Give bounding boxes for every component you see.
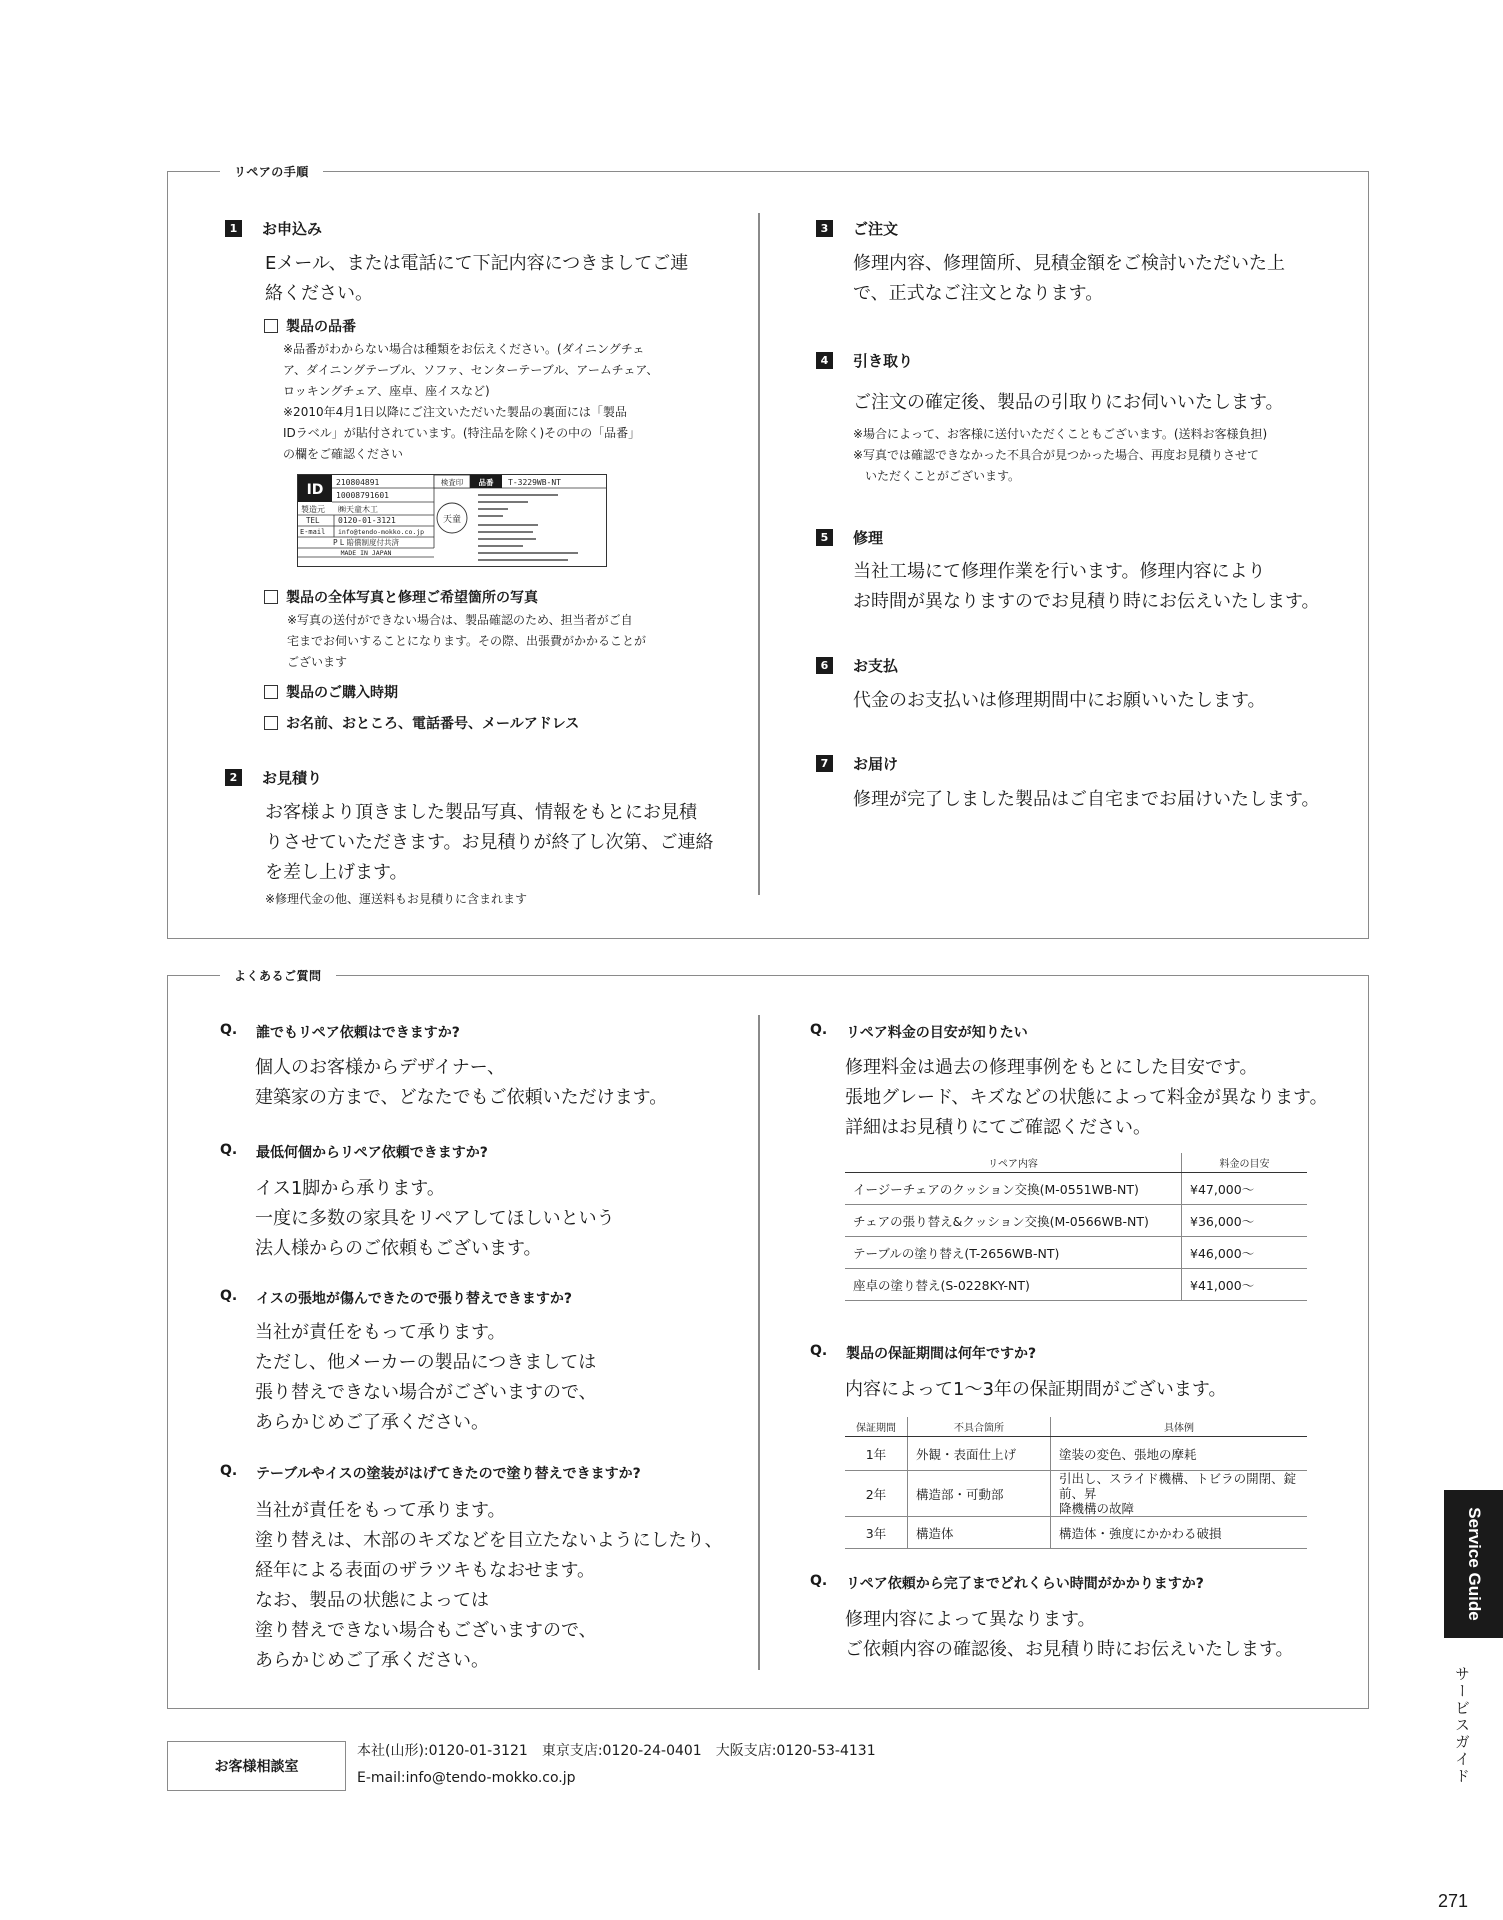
table-cell: 3年 <box>845 1517 908 1549</box>
q-mark: Q. <box>810 1343 828 1359</box>
step-2-note: ※修理代金の他、運送料もお見積りに含まれます <box>265 892 528 906</box>
warranty-header-example: 具体例 <box>1051 1417 1308 1437</box>
id-maker-key: 製造元 <box>301 505 325 514</box>
customer-service-label: お客様相談室 <box>167 1741 346 1791</box>
table-cell: ¥47,000〜 <box>1182 1173 1308 1205</box>
price-header-content: リペア内容 <box>845 1153 1182 1173</box>
checklist-note: ※写真の送付ができない場合は、製品確認のため、担当者がご自 宅までお伺いすることになります。その際、出張費がかかることが ございます <box>287 613 647 669</box>
step-2-body: お客様より頂きました製品写真、情報をもとにお見積 りさせていただきます。お見積りが終了し次第、ご連絡 を差し上げます。 <box>265 802 714 883</box>
table-cell: 外観・表面仕上げ <box>908 1437 1051 1471</box>
question-text: イスの張地が傷んできたので張り替えできますか? <box>256 1291 572 1307</box>
id-email-key: E-mail <box>300 528 326 536</box>
checkbox-icon <box>264 685 278 699</box>
table-cell: 座卓の塗り替え(S-0228KY-NT) <box>845 1269 1182 1301</box>
id-email: info@tendo-mokko.co.jp <box>338 528 425 536</box>
warranty-header-period: 保証期間 <box>845 1417 908 1437</box>
id-pl: P L 賠償制度付共済 <box>333 538 399 547</box>
question-text: 誰でもリペア依頼はできますか? <box>256 1025 460 1041</box>
checklist-label: お名前、おところ、電話番号、メールアドレス <box>286 716 580 732</box>
step-number: 5 <box>816 529 833 546</box>
contact-email: E-mail:info@tendo-mokko.co.jp <box>357 1770 576 1786</box>
step-title: 引き取り <box>853 352 914 370</box>
id-inspect: 検査印 <box>440 478 464 487</box>
table-cell: 2年 <box>845 1471 908 1517</box>
q-mark: Q. <box>220 1463 238 1479</box>
question-text: テーブルやイスの塗装がはげてきたので塗り替えできますか? <box>256 1466 641 1482</box>
step-4-note: ※場合によって、お客様に送付いただくこともございます。(送料お客様負担) ※写真では確認できなかった不具合が見つかった場合、再度お見積りさせて いただくことがございます。 <box>853 427 1268 483</box>
step-2-heading <box>225 767 322 788</box>
faq-question <box>810 1343 1036 1363</box>
checkbox-icon <box>264 716 278 730</box>
table-row <box>845 1437 1307 1471</box>
step-title: お届け <box>853 755 899 773</box>
question-text: リペア料金の目安が知りたい <box>846 1025 1028 1041</box>
table-cell: 構造体 <box>908 1517 1051 1549</box>
table-row <box>845 1269 1307 1301</box>
id-serial-1: 210804891 <box>336 478 380 487</box>
step-3-heading <box>816 218 898 239</box>
faq-question <box>220 1142 488 1162</box>
price-header-price: 料金の目安 <box>1182 1153 1308 1173</box>
id-tel: 0120-01-3121 <box>338 516 396 525</box>
faq-question <box>220 1022 460 1042</box>
q-mark: Q. <box>220 1022 238 1038</box>
table-cell: ¥36,000〜 <box>1182 1205 1308 1237</box>
id-tel-key: TEL <box>306 516 320 525</box>
faq-answer: 内容によって1〜3年の保証期間がございます。 <box>845 1379 1227 1400</box>
repair-box-title: リペアの手順 <box>220 163 323 180</box>
table-cell: イージーチェアのクッション交換(M-0551WB-NT) <box>853 1181 1139 1197</box>
step-number: 3 <box>816 220 833 237</box>
service-guide-tab-label: Service Guide <box>1464 1507 1484 1621</box>
table-row <box>845 1205 1307 1237</box>
step-5-heading <box>816 527 883 548</box>
table-cell: チェアの張り替え&クッション交換(M-0566WB-NT) <box>845 1205 1182 1237</box>
step-7-heading <box>816 753 898 774</box>
faq-answer: 個人のお客様からデザイナー、 建築家の方まで、どなたでもご依頼いただけます。 <box>255 1057 668 1108</box>
faq-question <box>220 1463 641 1483</box>
contact-phones: 本社(山形):0120-01-3121 東京支店:0120-24-0401 大阪支店:0120-53-4131 <box>357 1743 876 1759</box>
faq-question <box>810 1573 1204 1593</box>
question-text: 最低何個からリペア依頼できますか? <box>256 1145 488 1161</box>
step-title: ご注文 <box>853 220 899 238</box>
q-mark: Q. <box>220 1288 238 1304</box>
price-table <box>845 1153 1307 1301</box>
q-mark: Q. <box>220 1142 238 1158</box>
faq-divider <box>758 1015 760 1670</box>
table-cell: 1年 <box>865 1446 887 1462</box>
checklist-note: ※品番がわからない場合は種類をお伝えください。(ダイニングチェ ア、ダイニングテーブル、ソファ、センターテーブル、アームチェア、 ロッキングチェア、座卓、座イスなど) ※2010年4月1日以降にご注文いただいた製品の裏面には「製品 IDラベル」が貼付されています。(特注品を除く)その中の「品番」 の欄をご確認ください <box>283 342 659 461</box>
step-title: お申込み <box>262 220 323 238</box>
table-cell: 構造体・強度にかかわる破損 <box>1051 1517 1308 1549</box>
checklist-label: 製品の全体写真と修理ご希望箇所の写真 <box>286 590 538 606</box>
checklist-label: 製品の品番 <box>286 319 356 335</box>
service-guide-vertical-label: サービスガイド <box>1453 1666 1471 1785</box>
id-stamp: 天童 <box>442 515 462 525</box>
id-serial-2: 10008791601 <box>336 491 389 500</box>
id-hinban: 品番 <box>478 478 494 487</box>
faq-box-title: よくあるご質問 <box>220 967 336 984</box>
product-id-label-image <box>297 474 607 567</box>
id-made: MADE IN JAPAN <box>340 549 392 557</box>
faq-question <box>810 1022 1028 1042</box>
id-maker: ㈱天童木工 <box>338 505 378 514</box>
table-cell: 塗装の変色、張地の摩耗 <box>1051 1437 1308 1471</box>
step-number: 6 <box>816 657 833 674</box>
id-mark: ID <box>306 482 324 498</box>
checklist-item-purchase-date <box>264 682 398 702</box>
checklist-label: 製品のご購入時期 <box>286 685 398 701</box>
table-row <box>845 1471 1307 1517</box>
table-row <box>845 1173 1307 1205</box>
warranty-table <box>845 1417 1307 1549</box>
step-number: 1 <box>225 220 242 237</box>
step-number: 7 <box>816 755 833 772</box>
q-mark: Q. <box>810 1573 828 1589</box>
step-number: 2 <box>225 769 242 786</box>
step-4-body: ご注文の確定後、製品の引取りにお伺いいたします。 <box>853 392 1284 413</box>
step-1-body: Eメール、または電話にて下記内容につきましてご連 絡ください。 <box>265 253 689 304</box>
step-number: 4 <box>816 352 833 369</box>
step-3-body: 修理内容、修理箇所、見積金額をご検討いただいた上 で、正式なご注文となります。 <box>853 253 1285 304</box>
step-title: 修理 <box>853 529 884 547</box>
table-row <box>845 1517 1307 1549</box>
table-cell: 引出し、スライド機構、トビラの開閉、錠前、昇 降機構の故障 <box>1051 1471 1308 1517</box>
step-title: お支払 <box>853 657 899 675</box>
table-cell: テーブルの塗り替え(T-2656WB-NT) <box>845 1237 1182 1269</box>
faq-question <box>220 1288 572 1308</box>
id-hinban-value: T-3229WB-NT <box>508 478 561 487</box>
checkbox-icon <box>264 319 278 333</box>
repair-divider <box>758 213 760 895</box>
table-cell: 構造部・可動部 <box>908 1471 1051 1517</box>
table-row <box>845 1237 1307 1269</box>
checklist-item-product-number <box>264 316 356 336</box>
step-6-heading <box>816 655 898 676</box>
step-title: お見積り <box>262 769 323 787</box>
table-cell: ¥41,000〜 <box>1182 1269 1308 1301</box>
checkbox-icon <box>264 590 278 604</box>
checklist-item-contact-info <box>264 713 579 733</box>
checklist-item-photos <box>264 587 538 607</box>
faq-answer: 修理内容によって異なります。 ご依頼内容の確認後、お見積り時にお伝えいたします。 <box>845 1609 1294 1660</box>
step-4-heading <box>816 350 913 371</box>
faq-answer: 修理料金は過去の修理事例をもとにした目安です。 張地グレード、キズなどの状態によって料金が異なります。 詳細はお見積りにてご確認ください。 <box>845 1057 1328 1138</box>
step-7-body: 修理が完了しました製品はご自宅までお届けいたします。 <box>853 789 1320 810</box>
warranty-header-location: 不具合箇所 <box>908 1417 1051 1437</box>
question-text: リペア依頼から完了までどれくらい時間がかかりますか? <box>846 1576 1204 1592</box>
faq-answer: 当社が責任をもって承ります。 ただし、他メーカーの製品につきましては 張り替えできない場合がございますので、 あらかじめご了承ください。 <box>255 1322 597 1433</box>
q-mark: Q. <box>810 1022 828 1038</box>
question-text: 製品の保証期間は何年ですか? <box>846 1346 1037 1362</box>
faq-answer: 当社が責任をもって承ります。 塗り替えは、木部のキズなどを目立たないようにしたり、 経年による表面のザラツキもなおせます。 なお、製品の状態によっては 塗り替えできない場合もございますので、 あらかじめご了承ください。 <box>255 1500 723 1671</box>
faq-answer: イス1脚から承ります。 一度に多数の家具をリペアしてほしいという 法人様からのご依頼もございます。 <box>255 1178 615 1259</box>
step-1-heading <box>225 218 322 239</box>
table-cell: ¥46,000〜 <box>1182 1237 1308 1269</box>
step-5-body: 当社工場にて修理作業を行います。修理内容により お時間が異なりますのでお見積り時にお伝えいたします。 <box>853 561 1320 612</box>
step-6-body: 代金のお支払いは修理期間中にお願いいたします。 <box>853 690 1266 711</box>
page-number: 271 <box>1438 1891 1469 1911</box>
service-guide-tab <box>1444 1490 1503 1638</box>
